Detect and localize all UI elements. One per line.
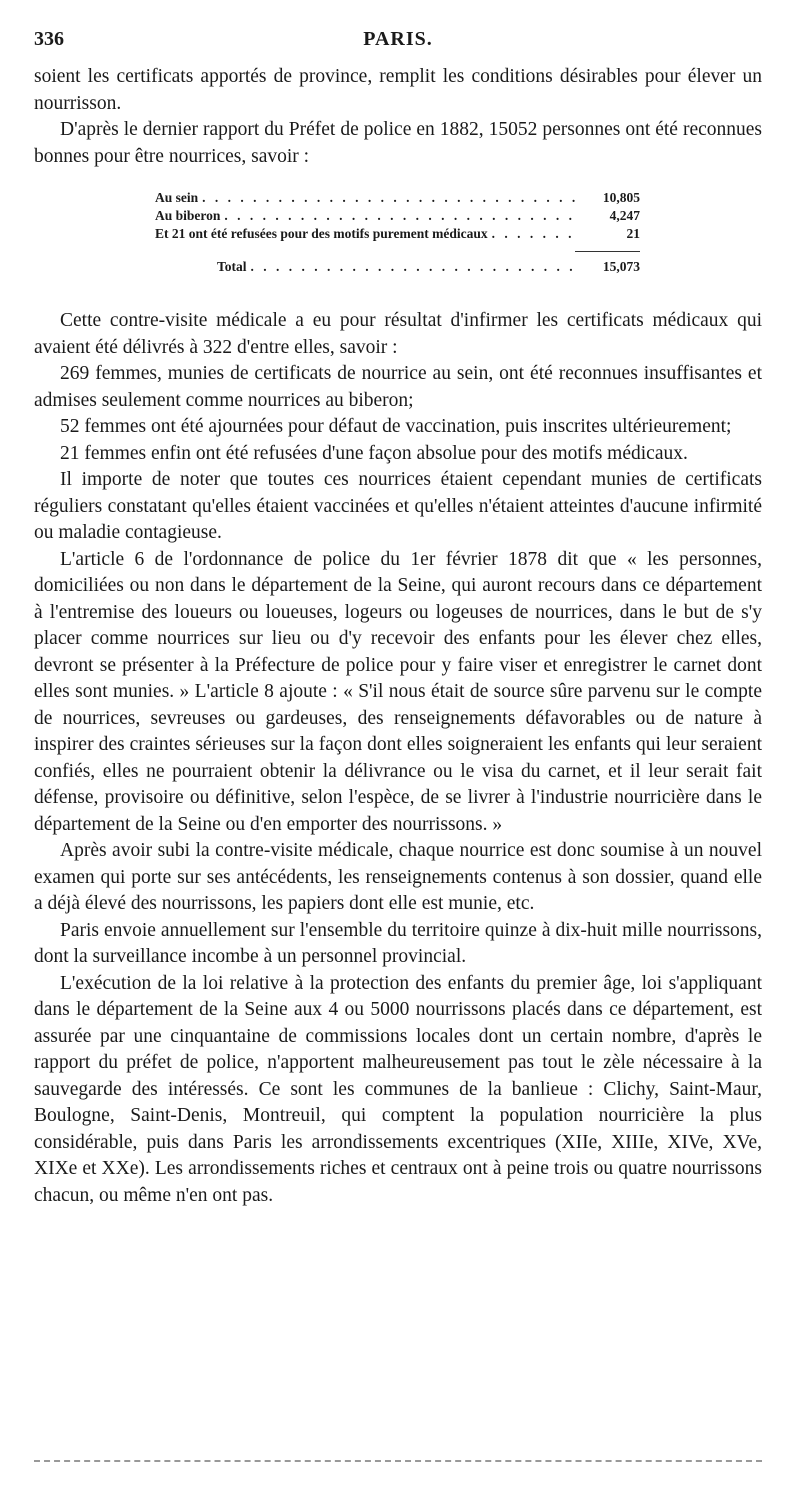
paragraph: Paris envoie annuellement sur l'ensemble du territoire quinze à dix-huit mille nourrissons, dont la surveillance incombe à un personnel provincial.	[34, 919, 762, 967]
total-label: Total	[217, 259, 247, 274]
leader-dots	[492, 225, 580, 243]
running-title: PARIS.	[363, 28, 433, 50]
paragraph: 21 femmes enfin ont été refusées d'une façon absolue pour des motifs médicaux.	[60, 442, 688, 464]
paragraph: L'exécution de la loi relative à la protection des enfants du premier âge, loi s'appliquant dans le département de la Seine aux 4 ou 5000 nourrissons placés dans ce département, est assurée par une cinquantaine de commissions locales dont un certain nombre, d'après le rapport du préfet de police, n'apportent malheureusement pas tout le zèle nécessaire à la sauvegarde des intéressés. Ce sont les communes de la banlieue : Clichy, Saint-Maur, Boulogne, Saint-Denis, Montreuil, qui comptent la population nourricière la plus considérable, puis dans Paris les arrondissements excentriques (XIIe, XIIIe, XIVe, XVe, XIXe et XXe). Les arrondissements riches et centraux ont à peine trois ou quatre nourrissons chacun, ou même n'en ont pas.	[34, 972, 762, 1206]
stats-total-row	[155, 258, 640, 276]
stats-label: Au sein	[155, 190, 199, 205]
stats-value: 21	[626, 226, 640, 241]
text-block-main	[34, 308, 762, 1209]
paragraph: 52 femmes ont été ajournées pour défaut de vaccination, puis inscrites ultérieurement;	[60, 416, 732, 437]
stats-label: Et 21 ont été refusées pour des motifs purement médicaux	[155, 226, 488, 241]
paragraph: Cette contre-visite médicale a eu pour résultat d'infirmer les certificats médicaux qui avaient été délivrés à 322 d'entre elles, savoir :	[34, 310, 762, 358]
paragraph: D'après le dernier rapport du Préfet de police en 1882, 15052 personnes ont été reconnues bonnes pour être nourrices, savoir :	[34, 119, 762, 167]
page-number: 336	[34, 28, 64, 50]
text-block-top	[34, 64, 762, 170]
paragraph: Il importe de noter que toutes ces nourrices étaient cependant munies de certificats réguliers constatant qu'elles étaient vaccinées et qu'elles n'étaient atteintes d'aucune infirmité ou maladie contagieuse.	[34, 469, 762, 543]
stats-label: Au biberon	[155, 208, 221, 223]
leader-dots	[202, 189, 580, 207]
stats-row	[155, 189, 640, 207]
total-value: 15,073	[602, 259, 640, 274]
stats-value: 4,247	[609, 208, 640, 223]
leader-dots	[224, 207, 580, 225]
paragraph: soient les certificats apportés de province, remplit les conditions désirables pour élever un nourrisson.	[34, 66, 762, 114]
stats-value: 10,805	[602, 190, 640, 205]
stats-row	[155, 225, 640, 243]
sum-rule	[575, 251, 640, 252]
paragraph: 269 femmes, munies de certificats de nourrice au sein, ont été reconnues insuffisantes et admises seulement comme nourrices au biberon;	[34, 363, 762, 411]
paragraph: L'article 6 de l'ordonnance de police du 1er février 1878 dit que « les personnes, domiciliées ou non dans le département de la Seine, qui auront recours dans ce département à l'entremise des loueurs ou loueuses, logeurs ou logeuses de nourrices, dans le but de s'y placer comme nourrices sur lieu ou d'y recevoir des enfants pour les élever chez elles, devront se présenter à la Préfecture de police pour y faire viser et enregistrer le carnet dont elles sont munies. » L'article 8 ajoute : « S'il nous était de source sûre parvenu sur le compte de nourrices, sevreuses ou gardeuses, des renseignements défavorables ou de nature à inspirer des craintes sérieuses sur la façon dont elles soigneraient les enfants qui leur seraient confiés, elles ne pourraient obtenir la délivrance ou le visa du carnet, et il leur serait fait défense, provisoire ou définitive, selon l'espèce, de se livrer à l'industrie nourricière dans le département de la Seine ou d'en emporter des nourrissons. »	[34, 548, 762, 835]
footer-rule	[34, 1460, 762, 1462]
leader-dots	[251, 258, 580, 276]
page-header	[34, 28, 762, 56]
stats-row	[155, 207, 640, 225]
statistics-table	[155, 189, 640, 276]
paragraph: Après avoir subi la contre-visite médicale, chaque nourrice est donc soumise à un nouvel examen qui porte sur ses antécédents, les renseignements contenus à son dossier, quand elle a déjà élevé des nourrissons, les papiers dont elle est munie, etc.	[34, 840, 762, 914]
